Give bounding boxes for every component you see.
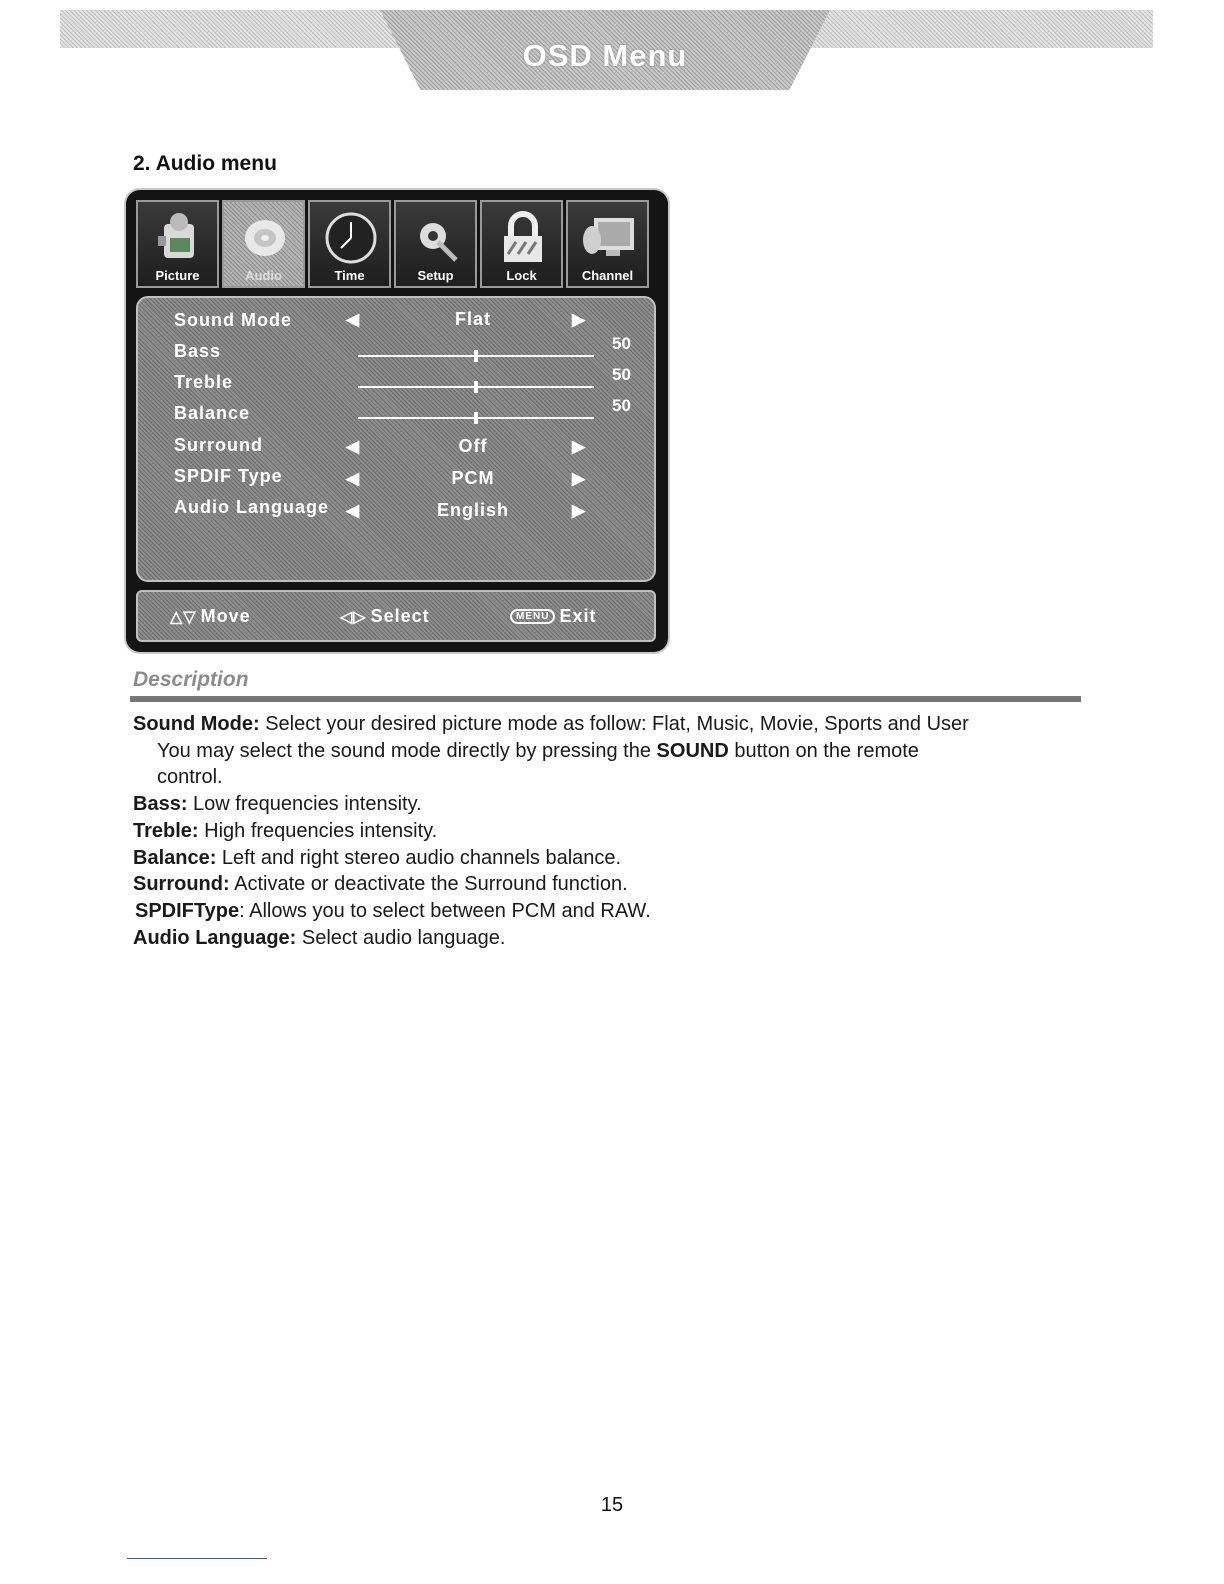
bass-description	[133, 791, 1093, 818]
definition: Select audio language.	[296, 926, 506, 949]
term: Audio Language:	[133, 926, 297, 949]
select-hint	[340, 606, 430, 627]
padlock-icon	[494, 210, 552, 266]
arrow-right-icon[interactable]: ▶	[572, 469, 586, 488]
tab-lock[interactable]	[480, 200, 563, 288]
description-divider	[130, 696, 1081, 702]
wrench-gear-icon	[408, 210, 466, 266]
menu-key-icon: MENU	[510, 609, 555, 624]
tab-label: Setup	[417, 268, 454, 283]
section-title: 2. Audio menu	[133, 152, 277, 175]
sound-mode-description	[133, 711, 1093, 738]
definition: High frequencies intensity.	[198, 819, 438, 842]
sound-key: SOUND	[656, 739, 729, 762]
tab-label: Time	[334, 268, 365, 283]
osd-audio-menu	[126, 190, 668, 652]
surround-label: Surround	[174, 435, 263, 455]
treble-label: Treble	[174, 372, 234, 392]
move-hint-label: Move	[200, 606, 251, 626]
surround-description	[133, 871, 1093, 898]
definition: You may select the sound mode directly by pressing the	[157, 739, 657, 762]
monitor-icon	[580, 210, 638, 266]
tab-label: Audio	[245, 268, 282, 283]
term: SPDIFType	[135, 899, 240, 922]
move-hint	[170, 606, 251, 627]
footnote-rule	[127, 1558, 267, 1559]
description-heading: Description	[133, 668, 249, 691]
tab-time[interactable]	[308, 200, 391, 288]
arrow-right-icon[interactable]: ▶	[572, 310, 586, 329]
definition: button on the remote	[728, 739, 919, 762]
balance-value: 50	[612, 396, 631, 415]
tab-label: Channel	[581, 268, 634, 283]
page-header-title: OSD Menu	[522, 38, 688, 73]
treble-slider-knob[interactable]	[474, 381, 478, 393]
definition: Select your desired picture mode as follow: Flat, Music, Movie, Sports and User	[259, 713, 969, 735]
term: Surround:	[133, 873, 230, 896]
select-hint-label: Select	[370, 606, 430, 626]
bass-slider-knob[interactable]	[474, 350, 478, 362]
spdif-type-label: SPDIF Type	[174, 466, 283, 486]
bass-label: Bass	[174, 341, 222, 361]
balance-slider-knob[interactable]	[474, 412, 478, 424]
arrow-right-icon[interactable]: ▶	[572, 501, 586, 520]
spdif-type-value[interactable]: PCM	[451, 468, 495, 488]
term: Balance:	[133, 846, 217, 869]
camcorder-icon	[150, 210, 208, 266]
bass-value: 50	[612, 334, 631, 353]
treble-description	[133, 818, 1093, 845]
arrow-left-icon[interactable]: ◀	[346, 469, 360, 488]
arrow-left-icon[interactable]: ◀	[346, 437, 360, 456]
arrow-left-icon[interactable]: ◀	[346, 501, 360, 520]
sound-mode-note	[133, 738, 1093, 765]
treble-value: 50	[612, 365, 631, 384]
definition: Low frequencies intensity.	[187, 793, 422, 816]
exit-hint	[510, 606, 596, 627]
sound-mode-label: Sound Mode	[174, 310, 292, 330]
tab-setup[interactable]	[394, 200, 477, 288]
tab-audio[interactable]	[222, 200, 305, 288]
definition: Left and right stereo audio channels balance.	[216, 846, 622, 869]
balance-label: Balance	[174, 403, 251, 423]
sound-mode-note-end: control.	[157, 766, 223, 789]
tab-channel[interactable]	[566, 200, 649, 288]
tab-label: Lock	[506, 268, 537, 283]
sound-mode-value[interactable]: Flat	[454, 309, 491, 329]
audio-language-value[interactable]: English	[436, 500, 509, 520]
balance-description	[133, 845, 1093, 872]
tab-label: Picture	[155, 268, 200, 283]
osd-settings-panel	[136, 296, 656, 582]
clock-icon	[322, 210, 380, 266]
up-down-icon: △▽	[170, 609, 197, 626]
speaker-icon	[236, 210, 294, 266]
tab-picture[interactable]	[136, 200, 219, 288]
term: Treble:	[133, 819, 199, 842]
definition: : Allows you to select between PCM and RAW.	[239, 899, 651, 922]
definition: Activate or deactivate the Surround function.	[229, 873, 628, 896]
description-text	[133, 711, 1093, 951]
arrow-right-icon[interactable]: ▶	[572, 437, 586, 456]
left-right-icon: ◁▷	[340, 609, 367, 626]
surround-value[interactable]: Off	[458, 436, 488, 456]
audio-language-description	[133, 925, 1093, 952]
page-number: 15	[600, 1494, 624, 1516]
audio-language-label: Audio Language	[174, 497, 329, 517]
arrow-left-icon[interactable]: ◀	[346, 310, 360, 329]
osd-footer-hints	[136, 590, 656, 642]
exit-hint-label: Exit	[559, 606, 597, 626]
term: Sound Mode:	[133, 713, 260, 735]
spdif-description	[133, 898, 1093, 925]
term: Bass:	[133, 793, 188, 816]
